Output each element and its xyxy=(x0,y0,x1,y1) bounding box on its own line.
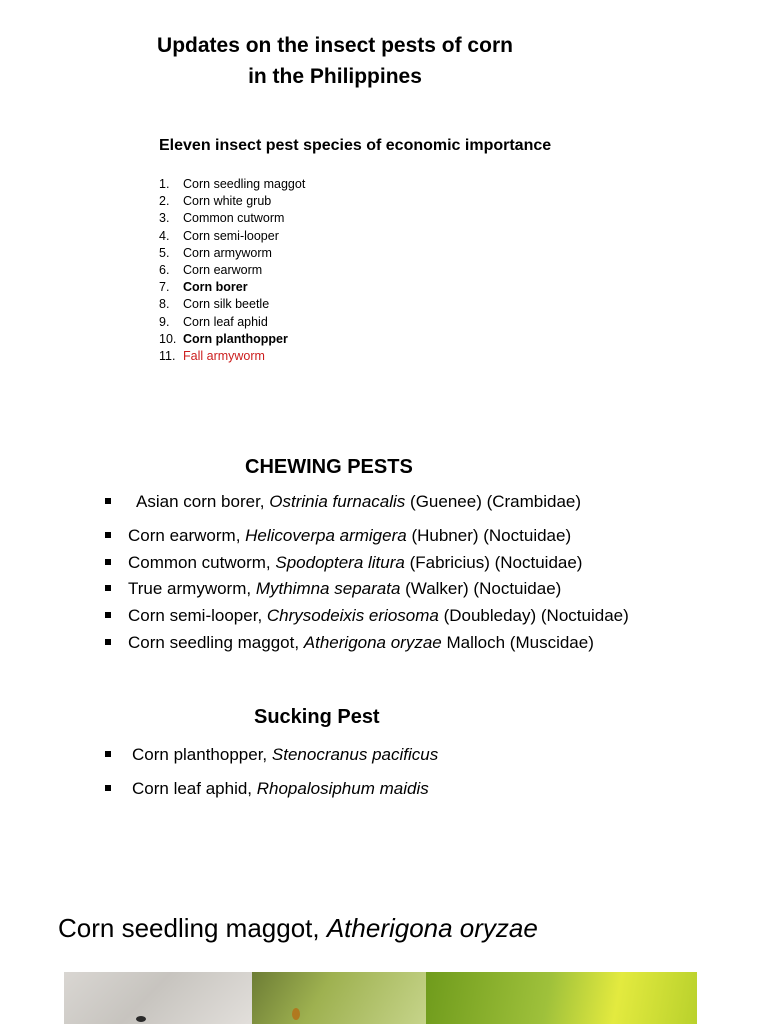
list-item-number: 4. xyxy=(159,228,170,243)
list-item xyxy=(159,262,305,279)
sucking-pest-heading: Sucking Pest xyxy=(254,706,380,728)
bullet-square-icon xyxy=(105,639,111,645)
list-item xyxy=(159,331,305,348)
bullet-square-icon xyxy=(105,585,111,591)
authority: (Guenee) (Crambidae) xyxy=(405,492,582,511)
bullet-square-icon xyxy=(105,532,111,538)
caption-scientific-name: Atherigona oryzae xyxy=(326,913,538,943)
list-item-number: 10. xyxy=(159,331,177,346)
list-item-label: Corn borer xyxy=(183,280,248,295)
list-item-number: 8. xyxy=(159,297,170,312)
scientific-name: Rhopalosiphum maidis xyxy=(256,779,429,798)
common-name: Corn seedling maggot, xyxy=(128,633,304,652)
scientific-name: Spodoptera litura xyxy=(275,553,405,572)
list-item xyxy=(159,193,305,210)
list-item-label: Corn silk beetle xyxy=(183,297,270,312)
list-item xyxy=(159,176,305,193)
bullet-square-icon xyxy=(105,498,111,504)
section-subtitle: Eleven insect pest species of economic importance xyxy=(159,137,552,154)
list-item xyxy=(159,314,305,331)
common-name: True armyworm, xyxy=(128,579,256,598)
list-item-label: Common cutworm xyxy=(183,211,285,226)
list-item-number: 11. xyxy=(159,348,176,363)
list-item xyxy=(159,296,305,313)
list-item-number: 9. xyxy=(159,314,170,329)
authority: (Walker) (Noctuidae) xyxy=(400,579,562,598)
list-item-label: Fall armyworm xyxy=(183,348,265,363)
scientific-name: Ostrinia furnacalis xyxy=(269,492,406,511)
pest-numbered-list xyxy=(159,176,305,365)
list-item-label: Corn armyworm xyxy=(183,245,272,260)
list-item-number: 3. xyxy=(159,211,170,226)
caption-common-name: Corn seedling maggot, xyxy=(58,913,327,943)
page-title xyxy=(100,30,570,92)
maggot-photo-2 xyxy=(252,972,426,1024)
bullet-square-icon xyxy=(105,612,111,618)
scientific-name: Atherigona oryzae xyxy=(303,633,442,652)
authority: (Fabricius) (Noctuidae) xyxy=(404,553,583,572)
list-item-number: 7. xyxy=(159,280,170,295)
chewing-pests-heading: CHEWING PESTS xyxy=(245,456,413,478)
list-item-number: 6. xyxy=(159,262,170,277)
scientific-name: Mythimna separata xyxy=(255,579,401,598)
common-name: Corn semi-looper, xyxy=(128,606,267,625)
list-item xyxy=(159,228,305,245)
list-item xyxy=(159,279,305,296)
list-item-label: Corn leaf aphid xyxy=(183,314,268,329)
scientific-name: Chrysodeixis eriosoma xyxy=(266,606,439,625)
list-item xyxy=(159,348,305,365)
maggot-photo-1 xyxy=(64,972,252,1024)
list-item xyxy=(159,210,305,227)
list-item-label: Corn earworm xyxy=(183,262,263,277)
common-name: Corn leaf aphid, xyxy=(132,779,257,798)
list-item xyxy=(159,245,305,262)
bullet-square-icon xyxy=(105,559,111,565)
slide-caption xyxy=(58,913,538,944)
title-line-1: Updates on the insect pests of corn xyxy=(157,34,513,57)
list-item-label: Corn white grub xyxy=(183,194,272,209)
title-line-2: in the Philippines xyxy=(248,65,422,88)
bullet-square-icon xyxy=(105,751,111,757)
authority: (Hubner) (Noctuidae) xyxy=(406,526,572,545)
list-item-number: 1. xyxy=(159,177,170,191)
common-name: Asian corn borer, xyxy=(136,492,270,511)
insect-icon xyxy=(136,1016,146,1022)
scientific-name: Helicoverpa armigera xyxy=(245,526,407,545)
common-name: Corn planthopper, xyxy=(132,745,272,764)
scientific-name: Stenocranus pacificus xyxy=(271,745,439,764)
list-item-label: Corn semi-looper xyxy=(183,228,279,243)
authority: (Doubleday) (Noctuidae) xyxy=(438,606,629,625)
insect-icon xyxy=(292,1008,300,1020)
authority: Malloch (Muscidae) xyxy=(441,633,594,652)
common-name: Corn earworm, xyxy=(128,526,246,545)
maggot-photo-3 xyxy=(426,972,697,1024)
bullet-square-icon xyxy=(105,785,111,791)
list-item-label: Corn planthopper xyxy=(183,331,288,346)
common-name: Common cutworm, xyxy=(128,553,276,572)
list-item-number: 5. xyxy=(159,245,170,260)
list-item-number: 2. xyxy=(159,194,170,209)
list-item-label: Corn seedling maggot xyxy=(183,177,306,191)
